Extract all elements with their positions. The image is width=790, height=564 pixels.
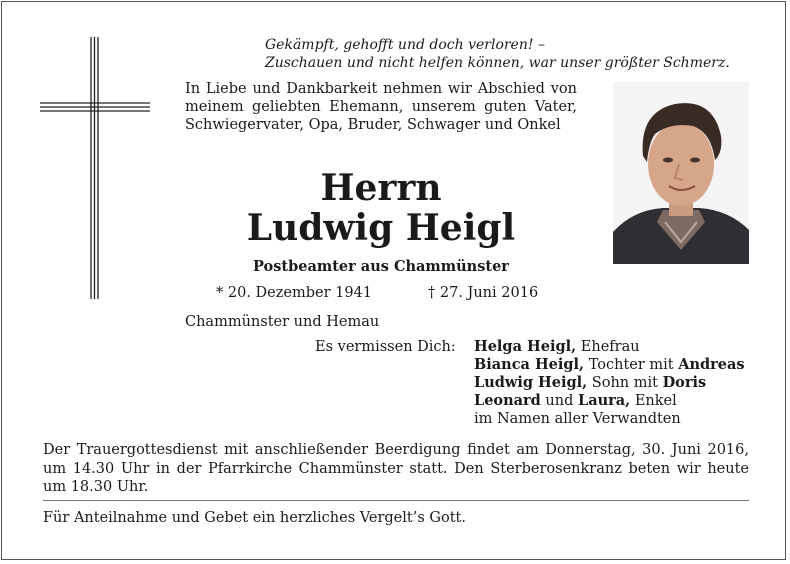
mourners-list bbox=[474, 338, 754, 428]
thanks-text: Für Anteilnahme und Gebet ein herzliches Vergelt’s Gott. bbox=[43, 510, 466, 526]
mourner-line: im Namen aller Verwandten bbox=[474, 411, 681, 427]
mourner-line bbox=[474, 338, 754, 356]
place: Chammünster und Hemau bbox=[185, 314, 380, 330]
mourner-line bbox=[474, 374, 754, 392]
motto-line-1: Gekämpft, gehofft und doch verloren! – bbox=[265, 37, 545, 53]
mourner-relation: Tochter mit bbox=[584, 357, 679, 373]
mourner-relation: Ehefrau bbox=[576, 339, 640, 355]
mourner-relation: Enkel bbox=[630, 393, 677, 409]
service-info: Der Trauergottesdienst mit anschließender Beerdigung findet am Donnerstag, 30. Juni 2016, um 14.30 Uhr in der Pfarrkirche Chammünster statt. Den Sterberosenkranz beten wir heute um 18.30 Uhr. bbox=[43, 442, 749, 495]
mourner-relation: Sohn mit bbox=[587, 375, 663, 391]
motto-line-2: Zuschauen und nicht helfen können, war unser größter Schmerz. bbox=[265, 55, 730, 71]
cross-icon bbox=[40, 37, 150, 299]
mourner-line bbox=[474, 392, 754, 410]
mourner-name: Bianca Heigl, bbox=[474, 356, 585, 373]
intro-text: In Liebe und Dankbarkeit nehmen wir Abschied von meinem geliebten Ehemann, unserem guten Vater, Schwiegervater, Opa, Bruder, Schwager und Onkel bbox=[185, 81, 577, 133]
occupation: Postbeamter aus Chammünster bbox=[253, 258, 509, 275]
death-date: † 27. Juni 2016 bbox=[428, 285, 539, 301]
salutation: Herrn bbox=[320, 167, 442, 209]
mourner-name: Laura, bbox=[578, 392, 631, 409]
mourner-partner: Doris bbox=[662, 374, 707, 391]
deceased-name: Ludwig Heigl bbox=[246, 207, 516, 249]
birth-date: * 20. Dezember 1941 bbox=[216, 285, 373, 301]
mourner-name: Ludwig Heigl, bbox=[474, 374, 588, 391]
mourners-label: Es vermissen Dich: bbox=[315, 339, 456, 355]
divider bbox=[43, 500, 749, 501]
mourner-name: Helga Heigl, bbox=[474, 338, 577, 355]
mourner-name: Leonard bbox=[474, 392, 541, 409]
motto bbox=[265, 36, 755, 72]
mourner-line bbox=[474, 356, 754, 374]
mourner-connector: und bbox=[540, 393, 578, 409]
portrait-photo bbox=[613, 82, 749, 264]
mourner-partner: Andreas bbox=[678, 356, 745, 373]
